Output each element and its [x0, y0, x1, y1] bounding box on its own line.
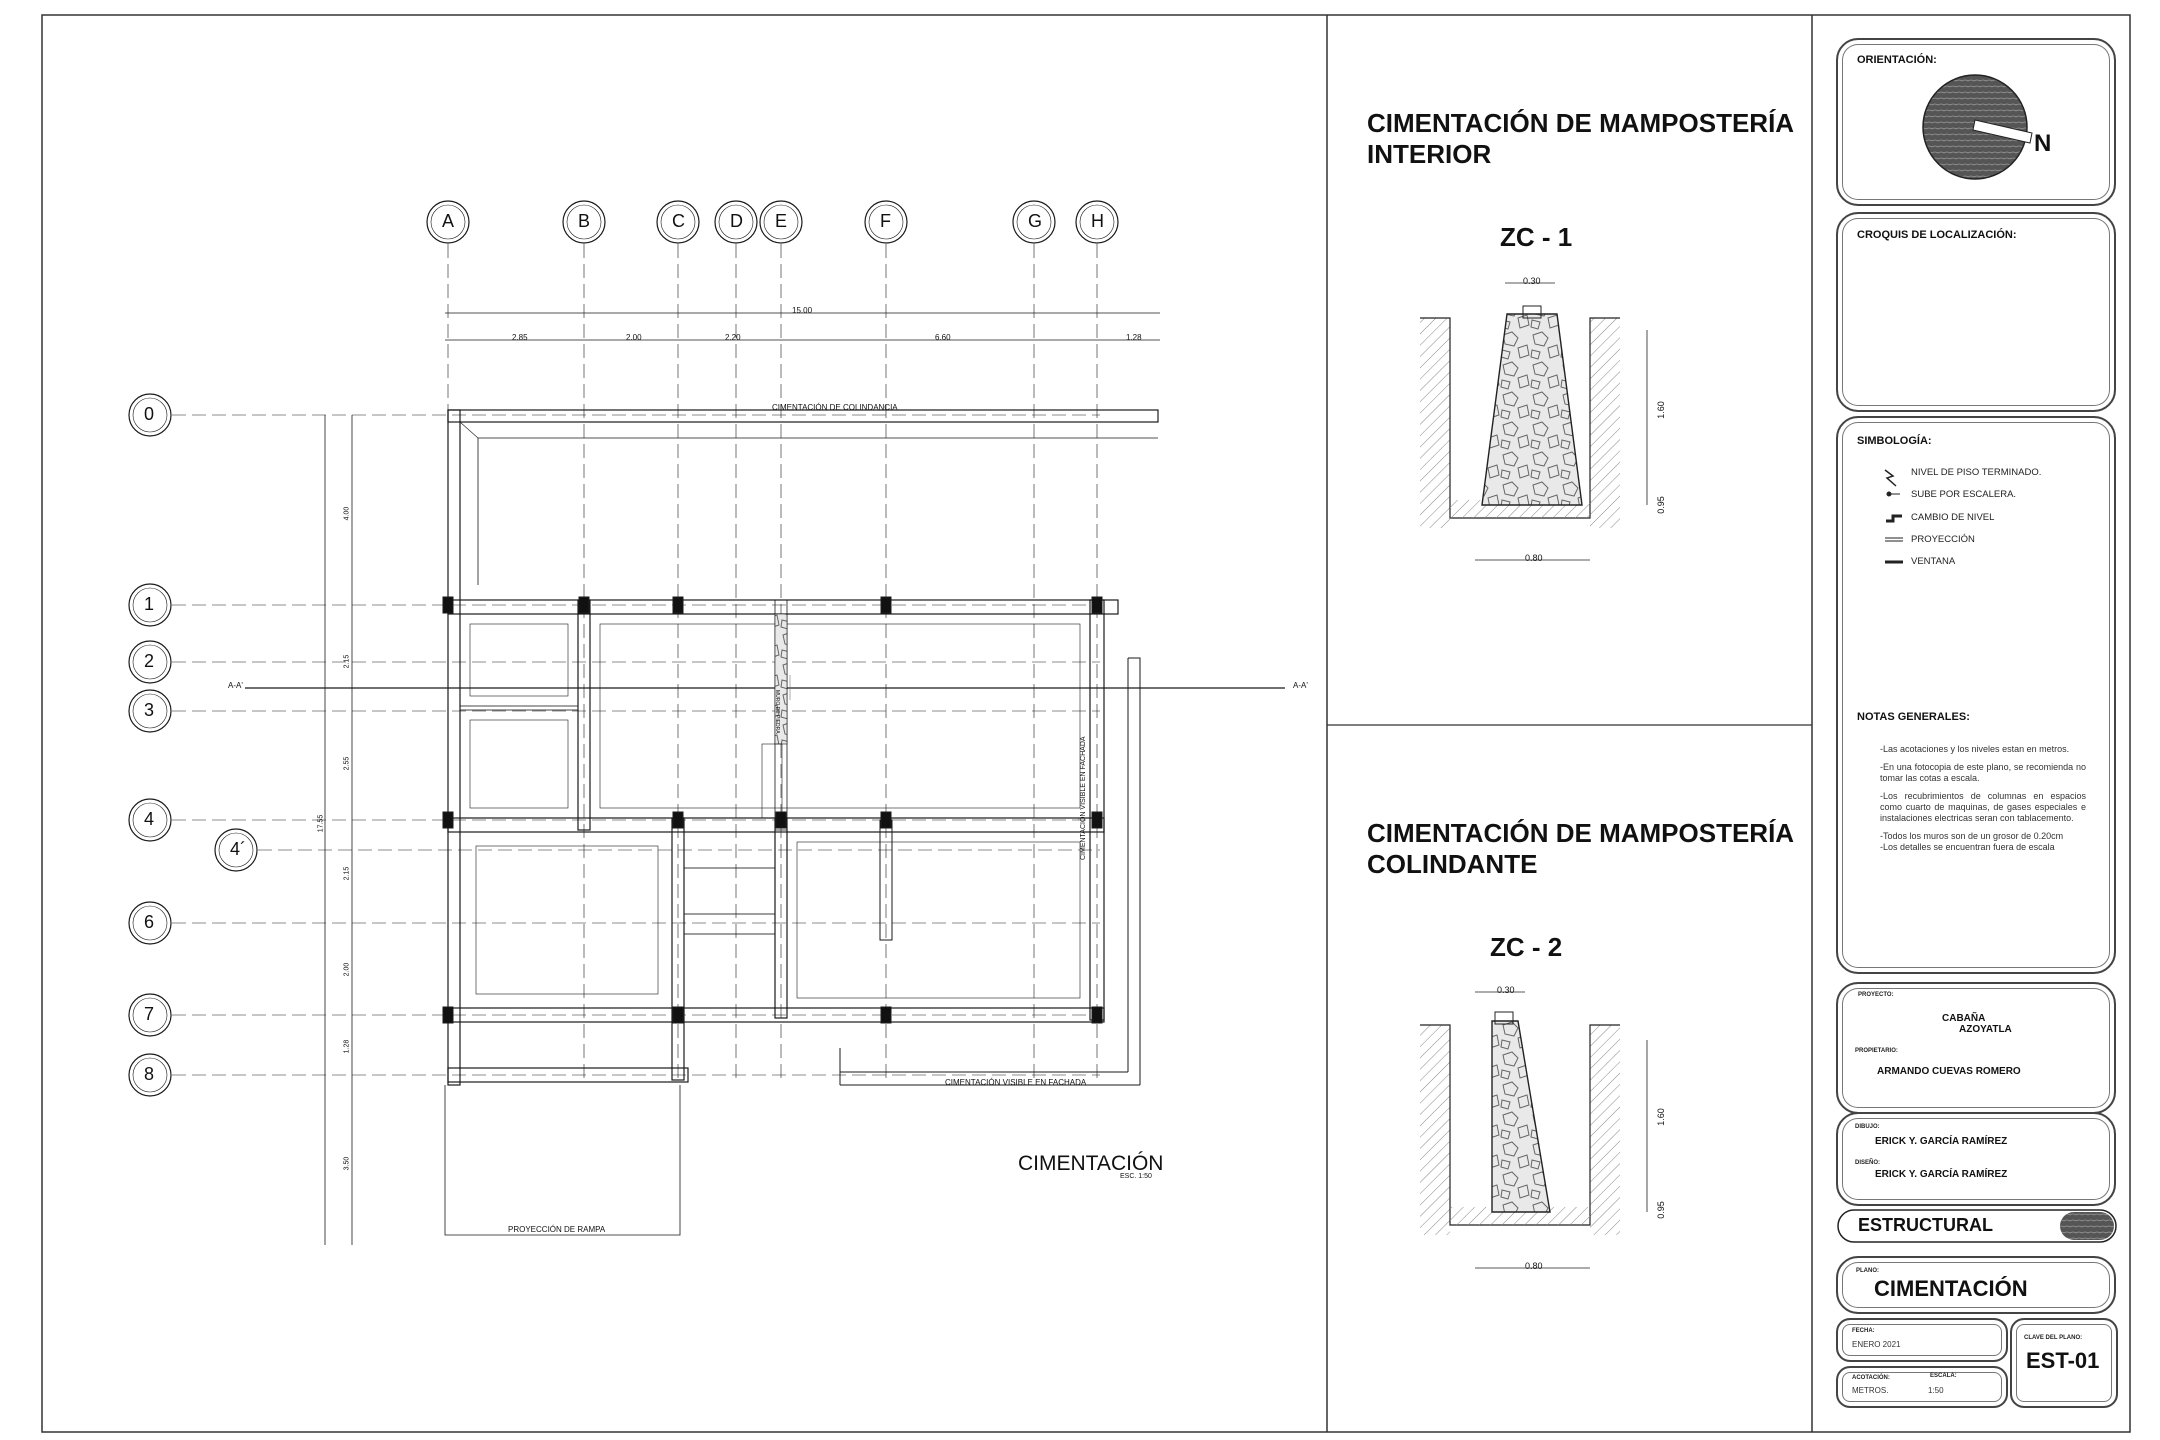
structural-column: [881, 812, 891, 828]
clave-label: CLAVE DEL PLANO:: [2024, 1335, 2083, 1341]
acotacion-label: ACOTACIÓN:: [1852, 1375, 1890, 1381]
grid-row-label: 0: [144, 404, 155, 424]
grid-row-label: 1: [144, 594, 155, 614]
grid-col-label: F: [880, 211, 891, 231]
note-item: -Todos los muros son de un grosor de 0.20cm -Los detalles se encuentran fuera de escala: [1880, 831, 2064, 852]
total-dimension: 15.00: [792, 306, 813, 315]
note-item: -En una fotocopia de este plano, se recomienda no tomar las cotas a escala.: [1880, 762, 2086, 783]
detail-interior-code: ZC - 1: [1500, 222, 1573, 252]
legend-item: NIVEL DE PISO TERMINADO.: [1911, 467, 2042, 478]
structural-column: [673, 1007, 683, 1023]
zc2-base-width: 0.80: [1525, 1261, 1543, 1271]
grid-row-label: 2: [144, 651, 155, 671]
category-label: ESTRUCTURAL: [1858, 1215, 1993, 1235]
zc2-base-height: 0.95: [1655, 1201, 1666, 1219]
orientation-label: ORIENTACIÓN:: [1857, 54, 1937, 66]
grid-col-label: H: [1091, 211, 1104, 231]
structural-column: [673, 597, 683, 613]
detail-interior-title: CIMENTACIÓN DE MAMPOSTERÍA INTERIOR: [1367, 108, 1795, 169]
structural-column: [881, 1007, 891, 1023]
escala-label: ESCALA:: [1930, 1373, 1957, 1379]
plano-name: CIMENTACIÓN: [1874, 1276, 2028, 1301]
grid-col-label: G: [1028, 211, 1043, 231]
muro-piedra-label: MURO DE PIEDRA: [774, 690, 780, 734]
structural-column: [1092, 1007, 1102, 1023]
row-dimension: 2.15: [343, 654, 351, 669]
structural-column: [1092, 812, 1102, 828]
structural-column: [443, 812, 453, 828]
grid-col-label: C: [672, 211, 685, 231]
project-name-line1: CABAÑA: [1942, 1013, 1986, 1024]
plan-scale: ESC. 1:50: [1120, 1173, 1152, 1180]
row-dimension: 2.00: [343, 962, 351, 977]
zc1-base-width: 0.80: [1525, 553, 1543, 563]
detail-colindante-title: CIMENTACIÓN DE MAMPOSTERÍA COLINDANTE: [1367, 818, 1795, 879]
col-dimension: 2.85: [512, 333, 528, 342]
detail-colindante-code: ZC - 2: [1490, 932, 1563, 962]
grid-col-label: E: [775, 211, 788, 231]
structural-column: [443, 597, 453, 613]
col-dimension: 2.20: [725, 333, 741, 342]
grid-col-label: D: [730, 211, 743, 231]
zc2-top-width: 0.30: [1497, 985, 1515, 995]
north-label: N: [2034, 130, 2052, 157]
propietario-label: PROPIETARIO:: [1855, 1048, 1898, 1054]
simbologia-label: SIMBOLOGÍA:: [1857, 435, 1932, 447]
structural-column: [579, 597, 589, 613]
col-dimension: 1.28: [1126, 333, 1142, 342]
grid-col-label: A: [442, 211, 455, 231]
grid-row-label: 8: [144, 1064, 155, 1084]
owner-name: ARMANDO CUEVAS ROMERO: [1877, 1066, 2021, 1077]
grid-row-label: 6: [144, 912, 155, 932]
fachada-side-label: CIMENTACIÓN VISIBLE EN FACHADA: [1080, 736, 1087, 860]
clave-value: EST-01: [2026, 1348, 2100, 1373]
location-sketch-panel: [1836, 212, 2116, 412]
row-dimension: 2.15: [343, 866, 351, 881]
grid-row-label: 7: [144, 1004, 155, 1024]
rampa-label: PROYECCIÓN DE RAMPA: [508, 1225, 606, 1234]
section-left-label: A-A': [228, 681, 243, 690]
fachada-bottom-label: CIMENTACIÓN VISIBLE EN FACHADA: [945, 1078, 1087, 1087]
fecha-value: ENERO 2021: [1852, 1340, 1901, 1349]
grid-row-label: 3: [144, 700, 155, 720]
structural-column: [673, 812, 683, 828]
legend-item: SUBE POR ESCALERA.: [1911, 489, 2017, 500]
designed-by: ERICK Y. GARCÍA RAMÍREZ: [1875, 1169, 2008, 1180]
dibujo-label: DIBUJO:: [1855, 1124, 1880, 1130]
row-dimension: 1.28: [343, 1039, 351, 1054]
zc1-base-height: 0.95: [1655, 496, 1666, 514]
grid-col-label: B: [578, 211, 591, 231]
diseno-label: DISEÑO:: [1855, 1160, 1881, 1166]
legend-item: VENTANA: [1911, 556, 1956, 567]
croquis-label: CROQUIS DE LOCALIZACIÓN:: [1857, 229, 2017, 241]
notas-label: NOTAS GENERALES:: [1857, 711, 1970, 723]
colindancia-label: CIMENTACIÓN DE COLINDANCIA: [772, 403, 898, 412]
zc1-depth: 1.60: [1655, 401, 1666, 419]
col-dimension: 6.60: [935, 333, 951, 342]
col-dimension: 2.00: [626, 333, 642, 342]
general-notes: [1880, 744, 2086, 860]
structural-column: [443, 1007, 453, 1023]
acotacion-value: METROS.: [1852, 1386, 1889, 1395]
legend-item: CAMBIO DE NIVEL: [1911, 512, 1995, 523]
structural-column: [776, 812, 786, 828]
drawn-by: ERICK Y. GARCÍA RAMÍREZ: [1875, 1136, 2008, 1147]
note-item: -Las acotaciones y los niveles estan en metros.: [1880, 744, 2070, 754]
plano-label: PLANO:: [1856, 1268, 1879, 1274]
note-item: -Los recubrimientos de columnas en espacios como cuarto de maquinas, de gases especiales e instalaciones electricas seran con tablacemento.: [1880, 791, 2086, 823]
legend-item: PROYECCIÓN: [1911, 534, 1975, 545]
grid-row-label: 4´: [230, 839, 247, 859]
row-dimension: 2.55: [343, 756, 351, 771]
fecha-label: FECHA:: [1852, 1328, 1875, 1334]
grid-row-label: 4: [144, 809, 155, 829]
zc2-depth: 1.60: [1655, 1108, 1666, 1126]
escala-value: 1:50: [1928, 1386, 1944, 1395]
project-name-line2: AZOYATLA: [1959, 1024, 2012, 1035]
section-right-label: A-A': [1293, 681, 1308, 690]
plan-title: CIMENTACIÓN: [1018, 1152, 1164, 1175]
structural-column: [1092, 597, 1102, 613]
row-dimension: 3.50: [343, 1156, 351, 1171]
zc1-top-width: 0.30: [1523, 276, 1541, 286]
total-height-dimension: 17.55: [317, 814, 325, 833]
structural-column: [881, 597, 891, 613]
proyecto-label: PROYECTO:: [1858, 992, 1894, 998]
row-dimension: 4.00: [343, 506, 351, 521]
